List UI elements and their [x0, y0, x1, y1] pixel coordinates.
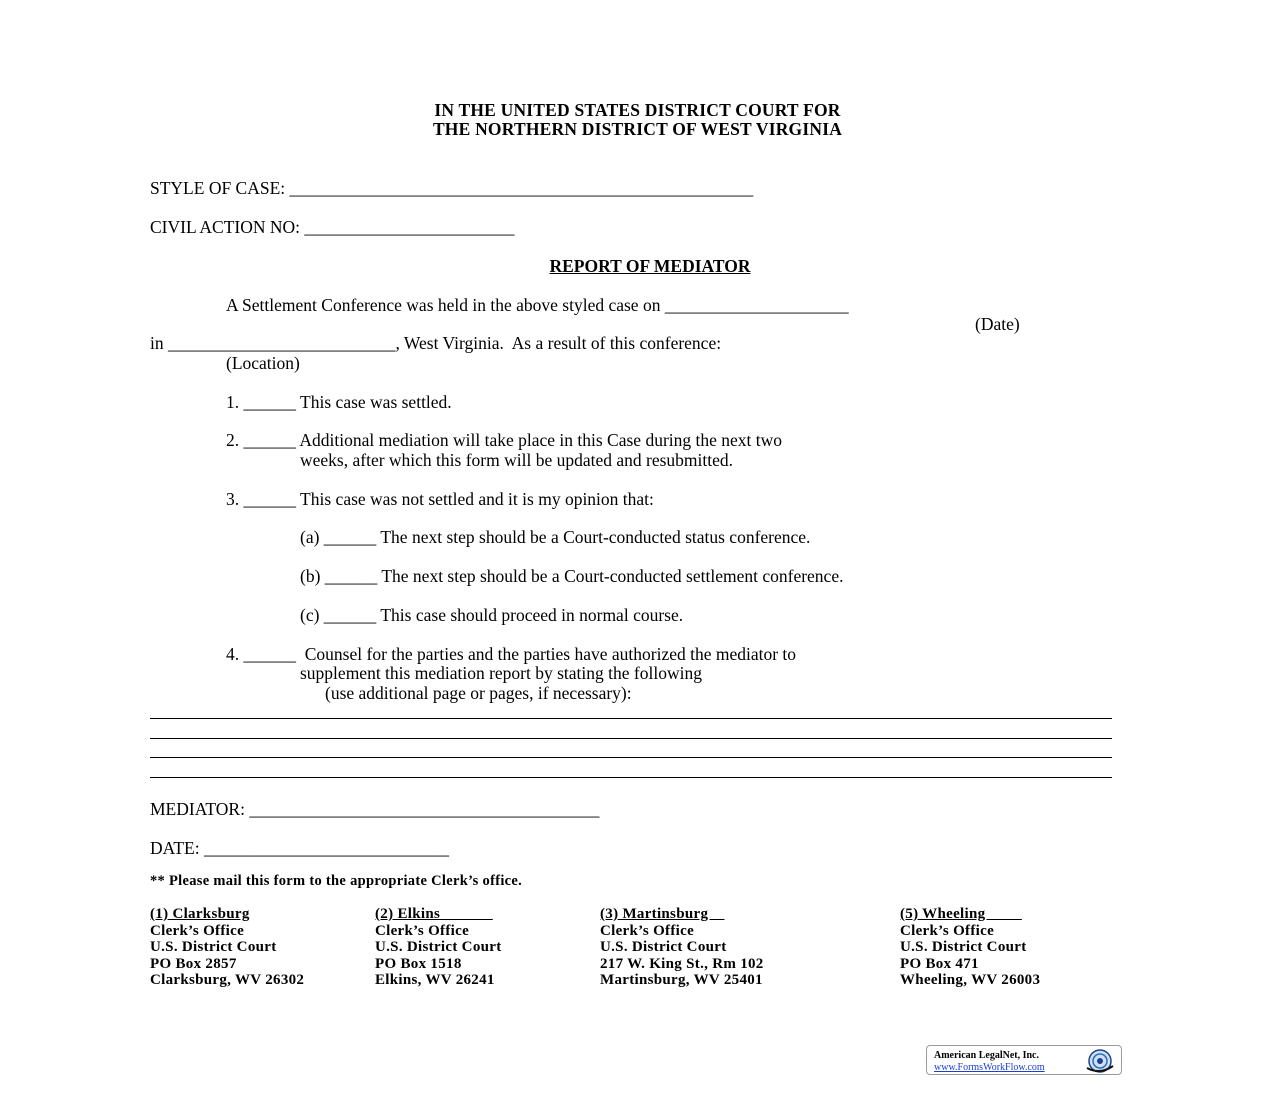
office-line: Wheeling, WV 26003 — [900, 972, 1041, 988]
office-line: Clerk’s Office — [900, 922, 995, 939]
office-line: U.S. District Court — [900, 939, 1027, 955]
civil-action-no-field[interactable]: CIVIL ACTION NO: ________________________ — [150, 217, 515, 237]
office-line: 217 W. King St., Rm 102 — [600, 955, 764, 972]
item-3c[interactable]: (c) ______ This case should proceed in normal course. — [300, 605, 684, 625]
office-wheeling — [900, 906, 1040, 989]
intro-line2[interactable]: in __________________________, West Virginia. As a result of this conference: — [150, 333, 722, 353]
item-2-line1[interactable]: 2. ______ Additional mediation will take place in this Case during the next two — [226, 430, 783, 450]
office-line: PO Box 471 — [900, 955, 979, 972]
item-2-line2: weeks, after which this form will be updated and resubmitted. — [300, 450, 734, 470]
office-city: (5) Wheeling — [900, 906, 1022, 922]
court-heading-line1: IN THE UNITED STATES DISTRICT COURT FOR — [434, 100, 841, 120]
style-of-case-field[interactable]: STYLE OF CASE: _____________________________________________________ — [150, 178, 754, 198]
office-line: U.S. District Court — [150, 939, 277, 955]
office-line: U.S. District Court — [375, 939, 502, 955]
mediator-field[interactable]: MEDIATOR: ________________________________________ — [150, 799, 600, 819]
item-4-line3: (use additional page or pages, if necessary): — [325, 683, 632, 703]
office-line: PO Box 1518 — [375, 955, 462, 972]
logo-company: American LegalNet, Inc. — [934, 1050, 1039, 1061]
item-3b[interactable]: (b) ______ The next step should be a Court-conducted settlement conference. — [300, 566, 844, 586]
office-line: U.S. District Court — [600, 939, 727, 955]
court-heading-line2: THE NORTHERN DISTRICT OF WEST VIRGINIA — [432, 119, 843, 139]
location-label: (Location) — [226, 353, 300, 373]
office-line: Elkins, WV 26241 — [375, 972, 495, 988]
office-elkins — [375, 906, 502, 989]
office-line: Clerk’s Office — [150, 922, 245, 939]
item-3[interactable]: 3. ______ This case was not settled and it is my opinion that: — [226, 489, 654, 509]
item-4-line1[interactable]: 4. ______ Counsel for the parties and the parties have authorized the mediator to — [226, 644, 797, 664]
date-field[interactable]: DATE: ____________________________ — [150, 838, 449, 858]
item-1[interactable]: 1. ______ This case was settled. — [226, 392, 452, 412]
office-line: Clerk’s Office — [375, 922, 470, 939]
office-line: Clarksburg, WV 26302 — [150, 972, 305, 988]
office-clarksburg — [150, 906, 304, 989]
american-legalnet-logo[interactable] — [926, 1045, 1122, 1075]
comment-line-1[interactable] — [150, 718, 1112, 719]
mail-note: ** Please mail this form to the appropriate Clerk’s office. — [150, 873, 523, 889]
office-line: PO Box 2857 — [150, 955, 237, 972]
office-line: Martinsburg, WV 25401 — [600, 972, 763, 988]
comment-line-4[interactable] — [150, 777, 1112, 778]
office-city: (1) Clarksburg — [150, 906, 250, 922]
office-city: (3) Martinsburg — [600, 906, 725, 922]
office-line: Clerk’s Office — [600, 922, 695, 939]
logo-url-link[interactable]: www.FormsWorkFlow.com — [934, 1062, 1045, 1073]
globe-icon — [1083, 1048, 1117, 1074]
item-3a[interactable]: (a) ______ The next step should be a Court-conducted status conference. — [300, 527, 811, 547]
item-4-line2: supplement this mediation report by stating the following — [300, 663, 702, 683]
date-label: (Date) — [975, 314, 1020, 334]
intro-line1[interactable]: A Settlement Conference was held in the above styled case on _____________________ — [226, 295, 849, 315]
comment-line-2[interactable] — [150, 738, 1112, 739]
form-title: REPORT OF MEDIATOR — [549, 256, 751, 276]
comment-line-3[interactable] — [150, 757, 1112, 758]
office-martinsburg — [600, 906, 764, 989]
office-city: (2) Elkins — [375, 906, 493, 922]
